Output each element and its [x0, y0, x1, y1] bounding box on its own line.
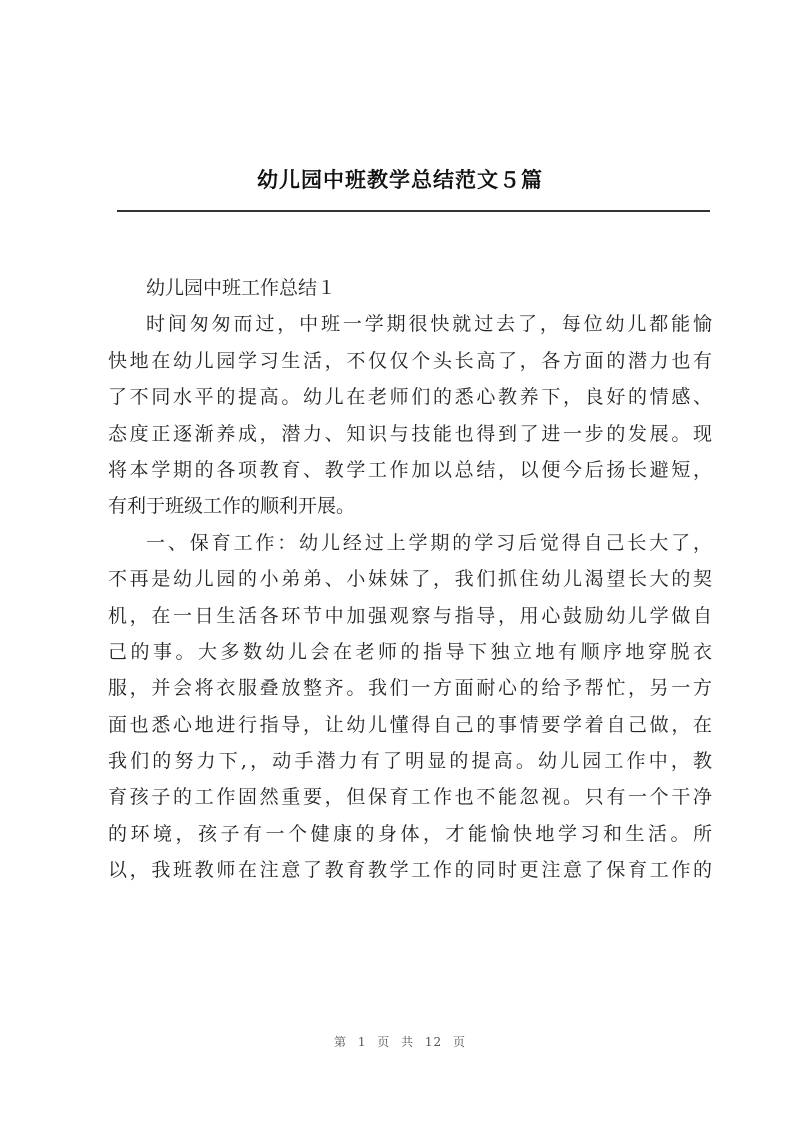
paragraph-line: 时间匆匆而过，中班一学期很快就过去了，每位幼儿都能愉 — [146, 313, 712, 336]
paragraph-line: 了不同水平的提高。幼儿在老师们的悉心教养下，良好的情感、 — [108, 386, 712, 409]
paragraph-line: 不再是幼儿园的小弟弟、小妹妹了，我们抓住幼儿渴望长大的契 — [108, 568, 712, 591]
paragraph-line: 一、保育工作：幼儿经过上学期的学习后觉得自己长大了， — [146, 531, 712, 554]
paragraph-line: 的环境，孩子有一个健康的身体，才能愉快地学习和生活。所 — [108, 822, 712, 845]
paragraph-line: 我们的努力下,，动手潜力有了明显的提高。幼儿园工作中，教 — [108, 750, 712, 773]
paragraph-line: 态度正逐渐养成，潜力、知识与技能也得到了进一步的发展。现 — [108, 422, 712, 445]
paragraph-line: 己的事。大多数幼儿会在老师的指导下独立地有顺序地穿脱衣 — [108, 640, 712, 663]
page-title: 幼儿园中班教学总结范文５篇 — [257, 167, 543, 192]
paragraph-line: 面也悉心地进行指导，让幼儿懂得自己的事情要学着自己做，在 — [108, 713, 712, 736]
document-body — [108, 270, 712, 889]
page-number-footer: 第 1 页 共 12 页 — [334, 1035, 466, 1049]
paragraph-line: 服，并会将衣服叠放整齐。我们一方面耐心的给予帮忙，另一方 — [108, 677, 712, 700]
section-heading: 幼儿园中班工作总结１ — [146, 277, 337, 299]
paragraph-line: 以，我班教师在注意了教育教学工作的同时更注意了保育工作的 — [108, 859, 712, 882]
title-divider — [117, 210, 710, 212]
paragraph-line: 将本学期的各项教育、教学工作加以总结，以便今后扬长避短， — [108, 458, 712, 481]
paragraph-line: 育孩子的工作固然重要，但保育工作也不能忽视。只有一个干净 — [108, 786, 712, 809]
paragraph-line: 快地在幼儿园学习生活，不仅仅个头长高了，各方面的潜力也有 — [108, 349, 712, 372]
paragraph-line: 有利于班级工作的顺利开展。 — [108, 495, 356, 518]
paragraph-line: 机，在一日生活各环节中加强观察与指导，用心鼓励幼儿学做自 — [108, 604, 712, 627]
